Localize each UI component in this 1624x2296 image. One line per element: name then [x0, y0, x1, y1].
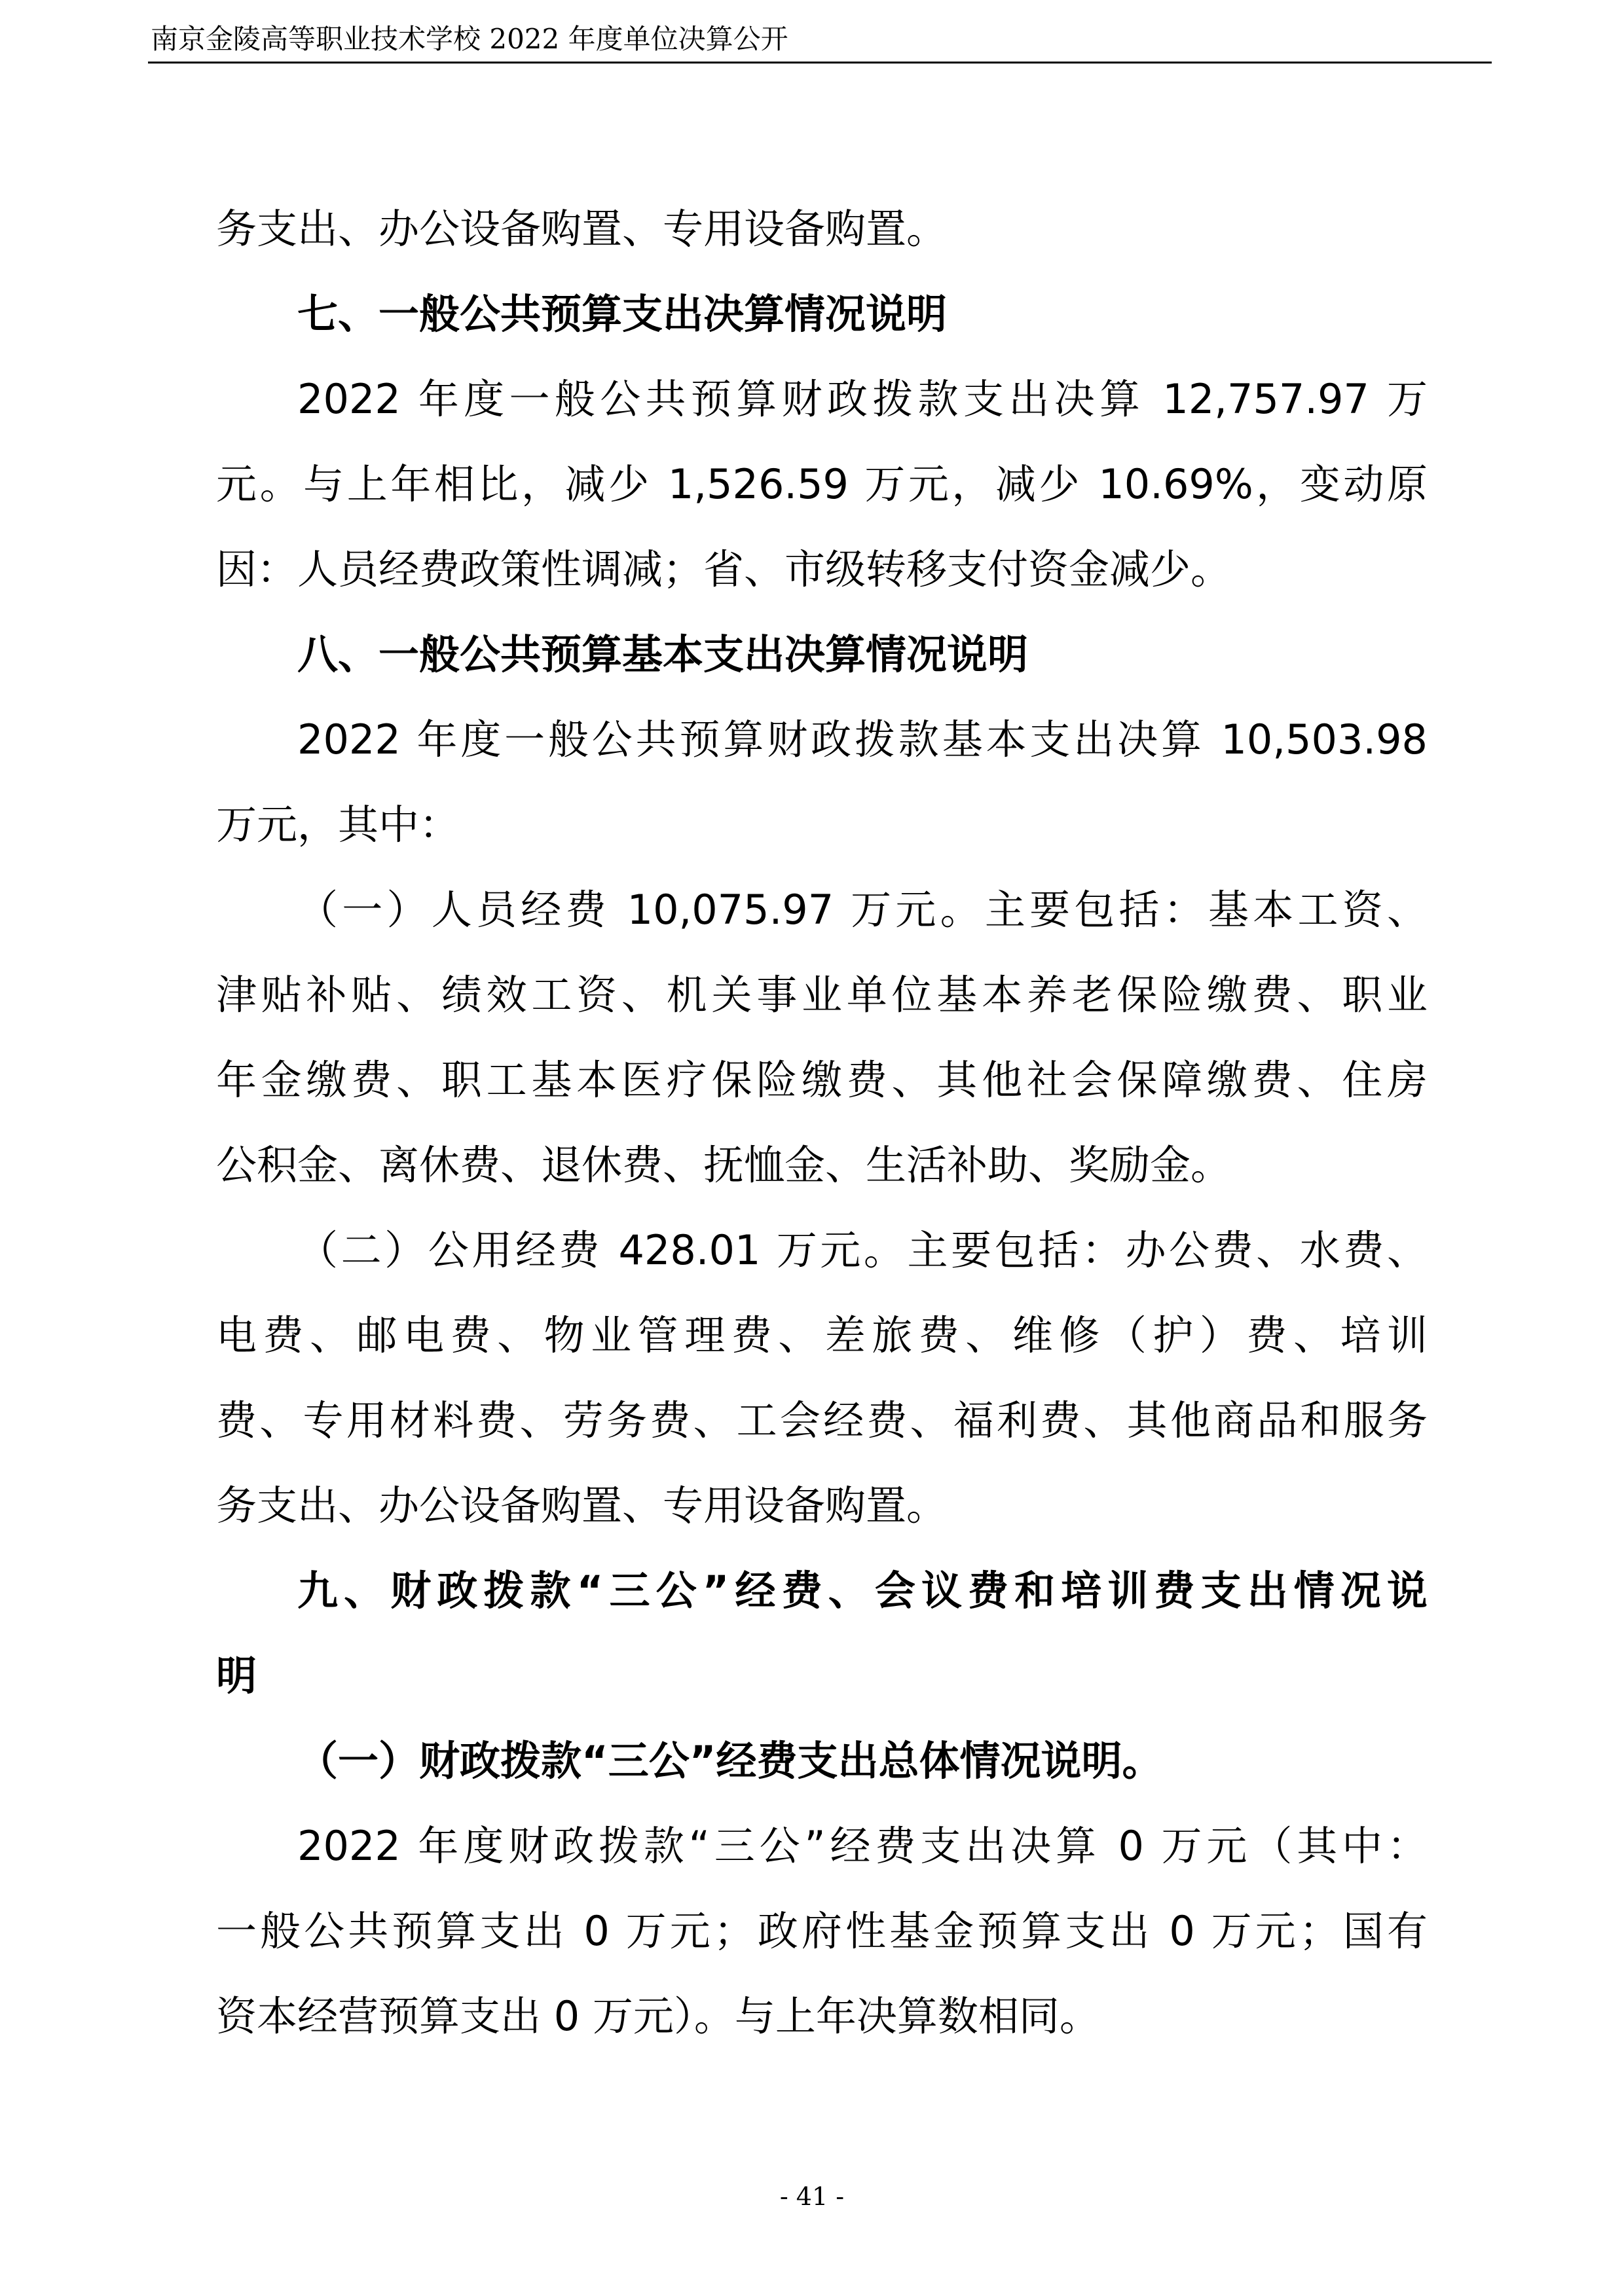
paragraph-line: 费、专用材料费、劳务费、工会经费、福利费、其他商品和服务: [216, 1396, 1428, 1444]
paragraph-line: 元。与上年相比，减少 1,526.59 万元，减少 10.69%，变动原: [216, 460, 1428, 508]
paragraph-line: 2022 年度一般公共预算财政拨款基本支出决算 10,503.98: [297, 716, 1428, 763]
paragraph-line: （二）公用经费 428.01 万元。主要包括：办公费、水费、: [297, 1226, 1428, 1274]
section-heading-line: 九、财政拨款“三公”经费、会议费和培训费支出情况说: [297, 1567, 1428, 1614]
section-heading-line: （一）财政拨款“三公”经费支出总体情况说明。: [297, 1737, 1163, 1785]
page-number: - 41 -: [779, 2182, 845, 2211]
paragraph-line: 务支出、办公设备购置、专用设备购置。: [216, 205, 948, 253]
paragraph-line: 年金缴费、职工基本医疗保险缴费、其他社会保障缴费、住房: [216, 1056, 1428, 1104]
header-divider: [148, 62, 1492, 64]
paragraph-line: 电费、邮电费、物业管理费、差旅费、维修（护）费、培训: [216, 1311, 1428, 1359]
paragraph-line: 资本经营预算支出 0 万元）。与上年决算数相同。: [216, 1992, 1100, 2040]
paragraph-line: 务支出、办公设备购置、专用设备购置。: [216, 1482, 948, 1529]
document-body: [216, 187, 1428, 2059]
paragraph-line: （一）人员经费 10,075.97 万元。主要包括：基本工资、: [297, 886, 1428, 934]
section-heading-line: 明: [216, 1652, 257, 1700]
paragraph-line: 万元，其中：: [216, 801, 460, 848]
paragraph-line: 因：人员经费政策性调减；省、市级转移支付资金减少。: [216, 545, 1232, 593]
running-header: 南京金陵高等职业技术学校 2022 年度单位决算公开: [151, 23, 788, 55]
paragraph-line: 公积金、离休费、退休费、抚恤金、生活补助、奖励金。: [216, 1141, 1232, 1189]
paragraph-line: 津贴补贴、绩效工资、机关事业单位基本养老保险缴费、职业: [216, 971, 1428, 1019]
paragraph-line: 2022 年度财政拨款“三公”经费支出决算 0 万元（其中：: [297, 1822, 1428, 1870]
paragraph-line: 一般公共预算支出 0 万元；政府性基金预算支出 0 万元；国有: [216, 1907, 1428, 1955]
section-heading-line: 七、一般公共预算支出决算情况说明: [297, 290, 948, 338]
section-heading-line: 八、一般公共预算基本支出决算情况说明: [297, 630, 1029, 678]
paragraph-line: 2022 年度一般公共预算财政拨款支出决算 12,757.97 万: [297, 375, 1428, 423]
